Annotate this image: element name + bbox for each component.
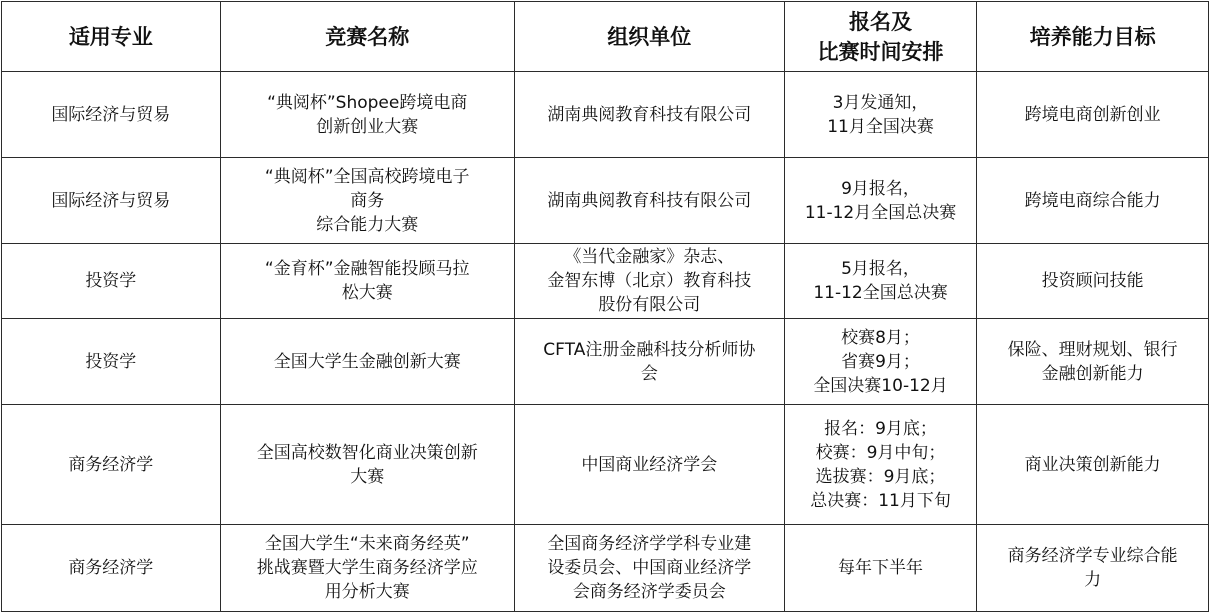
cell-major xyxy=(2,72,221,158)
organizer-text: 中国商业经济学会 xyxy=(581,454,718,475)
header-major xyxy=(2,2,221,72)
competition-table xyxy=(1,1,1209,612)
ability-text: 跨境电商创新创业 xyxy=(1024,104,1161,125)
ability-text: 跨境电商综合能力 xyxy=(1024,190,1161,211)
header-competition-text: 竞赛名称 xyxy=(325,24,410,49)
header-row xyxy=(2,2,1209,72)
cell-major xyxy=(2,158,221,244)
cell-schedule xyxy=(784,525,976,612)
competition-text: “金育杯”金融智能投顾马拉 松大赛 xyxy=(264,259,470,303)
table-row xyxy=(2,319,1209,405)
cell-organizer xyxy=(514,158,784,244)
schedule-text: 每年下半年 xyxy=(838,558,924,578)
ability-text: 商务经济学专业综合能 力 xyxy=(1007,546,1178,590)
cell-ability xyxy=(977,72,1209,158)
competition-text: “典阅杯”Shopee跨境电商 创新创业大赛 xyxy=(267,92,468,137)
schedule-text: 9月报名， 11-12月全国总决赛 xyxy=(804,178,957,223)
major-text: 投资学 xyxy=(85,271,137,291)
cell-schedule xyxy=(784,405,976,525)
header-competition xyxy=(220,2,514,72)
schedule-text: 校赛8月； 省赛9月； 全国决赛10-12月 xyxy=(813,327,948,396)
header-major-text: 适用专业 xyxy=(68,24,153,49)
major-text: 商务经济学 xyxy=(68,454,154,475)
schedule-text: 5月报名， 11-12全国总决赛 xyxy=(813,259,948,303)
schedule-text: 3月发通知， 11月全国决赛 xyxy=(827,92,934,137)
cell-major xyxy=(2,405,221,525)
table-row xyxy=(2,405,1209,525)
cell-major xyxy=(2,244,221,319)
competition-text: “典阅杯”全国高校跨境电子 商务 综合能力大赛 xyxy=(264,166,470,235)
header-schedule-text: 报名及 比赛时间安排 xyxy=(817,9,944,64)
cell-competition xyxy=(220,158,514,244)
competition-text: 全国大学生金融创新大赛 xyxy=(273,351,461,372)
organizer-text: CFTA注册金融科技分析师协 会 xyxy=(543,339,756,384)
header-ability xyxy=(977,2,1209,72)
table-row xyxy=(2,158,1209,244)
cell-ability xyxy=(977,244,1209,319)
cell-ability xyxy=(977,319,1209,405)
organizer-text: 《当代金融家》杂志、 金智东博（北京）教育科技 股份有限公司 xyxy=(547,247,752,315)
cell-competition xyxy=(220,244,514,319)
major-text: 国际经济与贸易 xyxy=(51,190,171,211)
cell-competition xyxy=(220,72,514,158)
cell-organizer xyxy=(514,244,784,319)
header-organizer xyxy=(514,2,784,72)
header-ability-text: 培养能力目标 xyxy=(1029,24,1156,49)
cell-schedule xyxy=(784,319,976,405)
table-row xyxy=(2,72,1209,158)
cell-organizer xyxy=(514,319,784,405)
header-organizer-text: 组织单位 xyxy=(607,24,692,49)
cell-schedule xyxy=(784,72,976,158)
cell-competition xyxy=(220,319,514,405)
organizer-text: 湖南典阅教育科技有限公司 xyxy=(547,104,752,125)
cell-major xyxy=(2,525,221,612)
cell-competition xyxy=(220,525,514,612)
ability-text: 投资顾问技能 xyxy=(1041,271,1144,291)
cell-ability xyxy=(977,525,1209,612)
organizer-text: 全国商务经济学学科专业建 设委员会、中国商业经济学 会商务经济学委员会 xyxy=(547,534,752,602)
cell-competition xyxy=(220,405,514,525)
major-text: 商务经济学 xyxy=(68,558,154,578)
cell-organizer xyxy=(514,72,784,158)
header-schedule xyxy=(784,2,976,72)
ability-text: 商业决策创新能力 xyxy=(1024,454,1161,475)
ability-text: 保险、理财规划、银行 金融创新能力 xyxy=(1007,339,1178,384)
cell-ability xyxy=(977,405,1209,525)
cell-organizer xyxy=(514,405,784,525)
cell-schedule xyxy=(784,158,976,244)
cell-major xyxy=(2,319,221,405)
organizer-text: 湖南典阅教育科技有限公司 xyxy=(547,190,752,211)
competition-text: 全国高校数智化商业决策创新 大赛 xyxy=(256,442,478,487)
competition-text: 全国大学生“未来商务经英” 挑战赛暨大学生商务经济学应 用分析大赛 xyxy=(256,534,478,602)
major-text: 国际经济与贸易 xyxy=(51,104,171,125)
cell-ability xyxy=(977,158,1209,244)
major-text: 投资学 xyxy=(85,351,137,372)
schedule-text: 报名：9月底； 校赛：9月中旬； 选拔赛：9月底； 总决赛：11月下旬 xyxy=(810,418,951,511)
table-row xyxy=(2,525,1209,612)
cell-organizer xyxy=(514,525,784,612)
cell-schedule xyxy=(784,244,976,319)
table-row xyxy=(2,244,1209,319)
